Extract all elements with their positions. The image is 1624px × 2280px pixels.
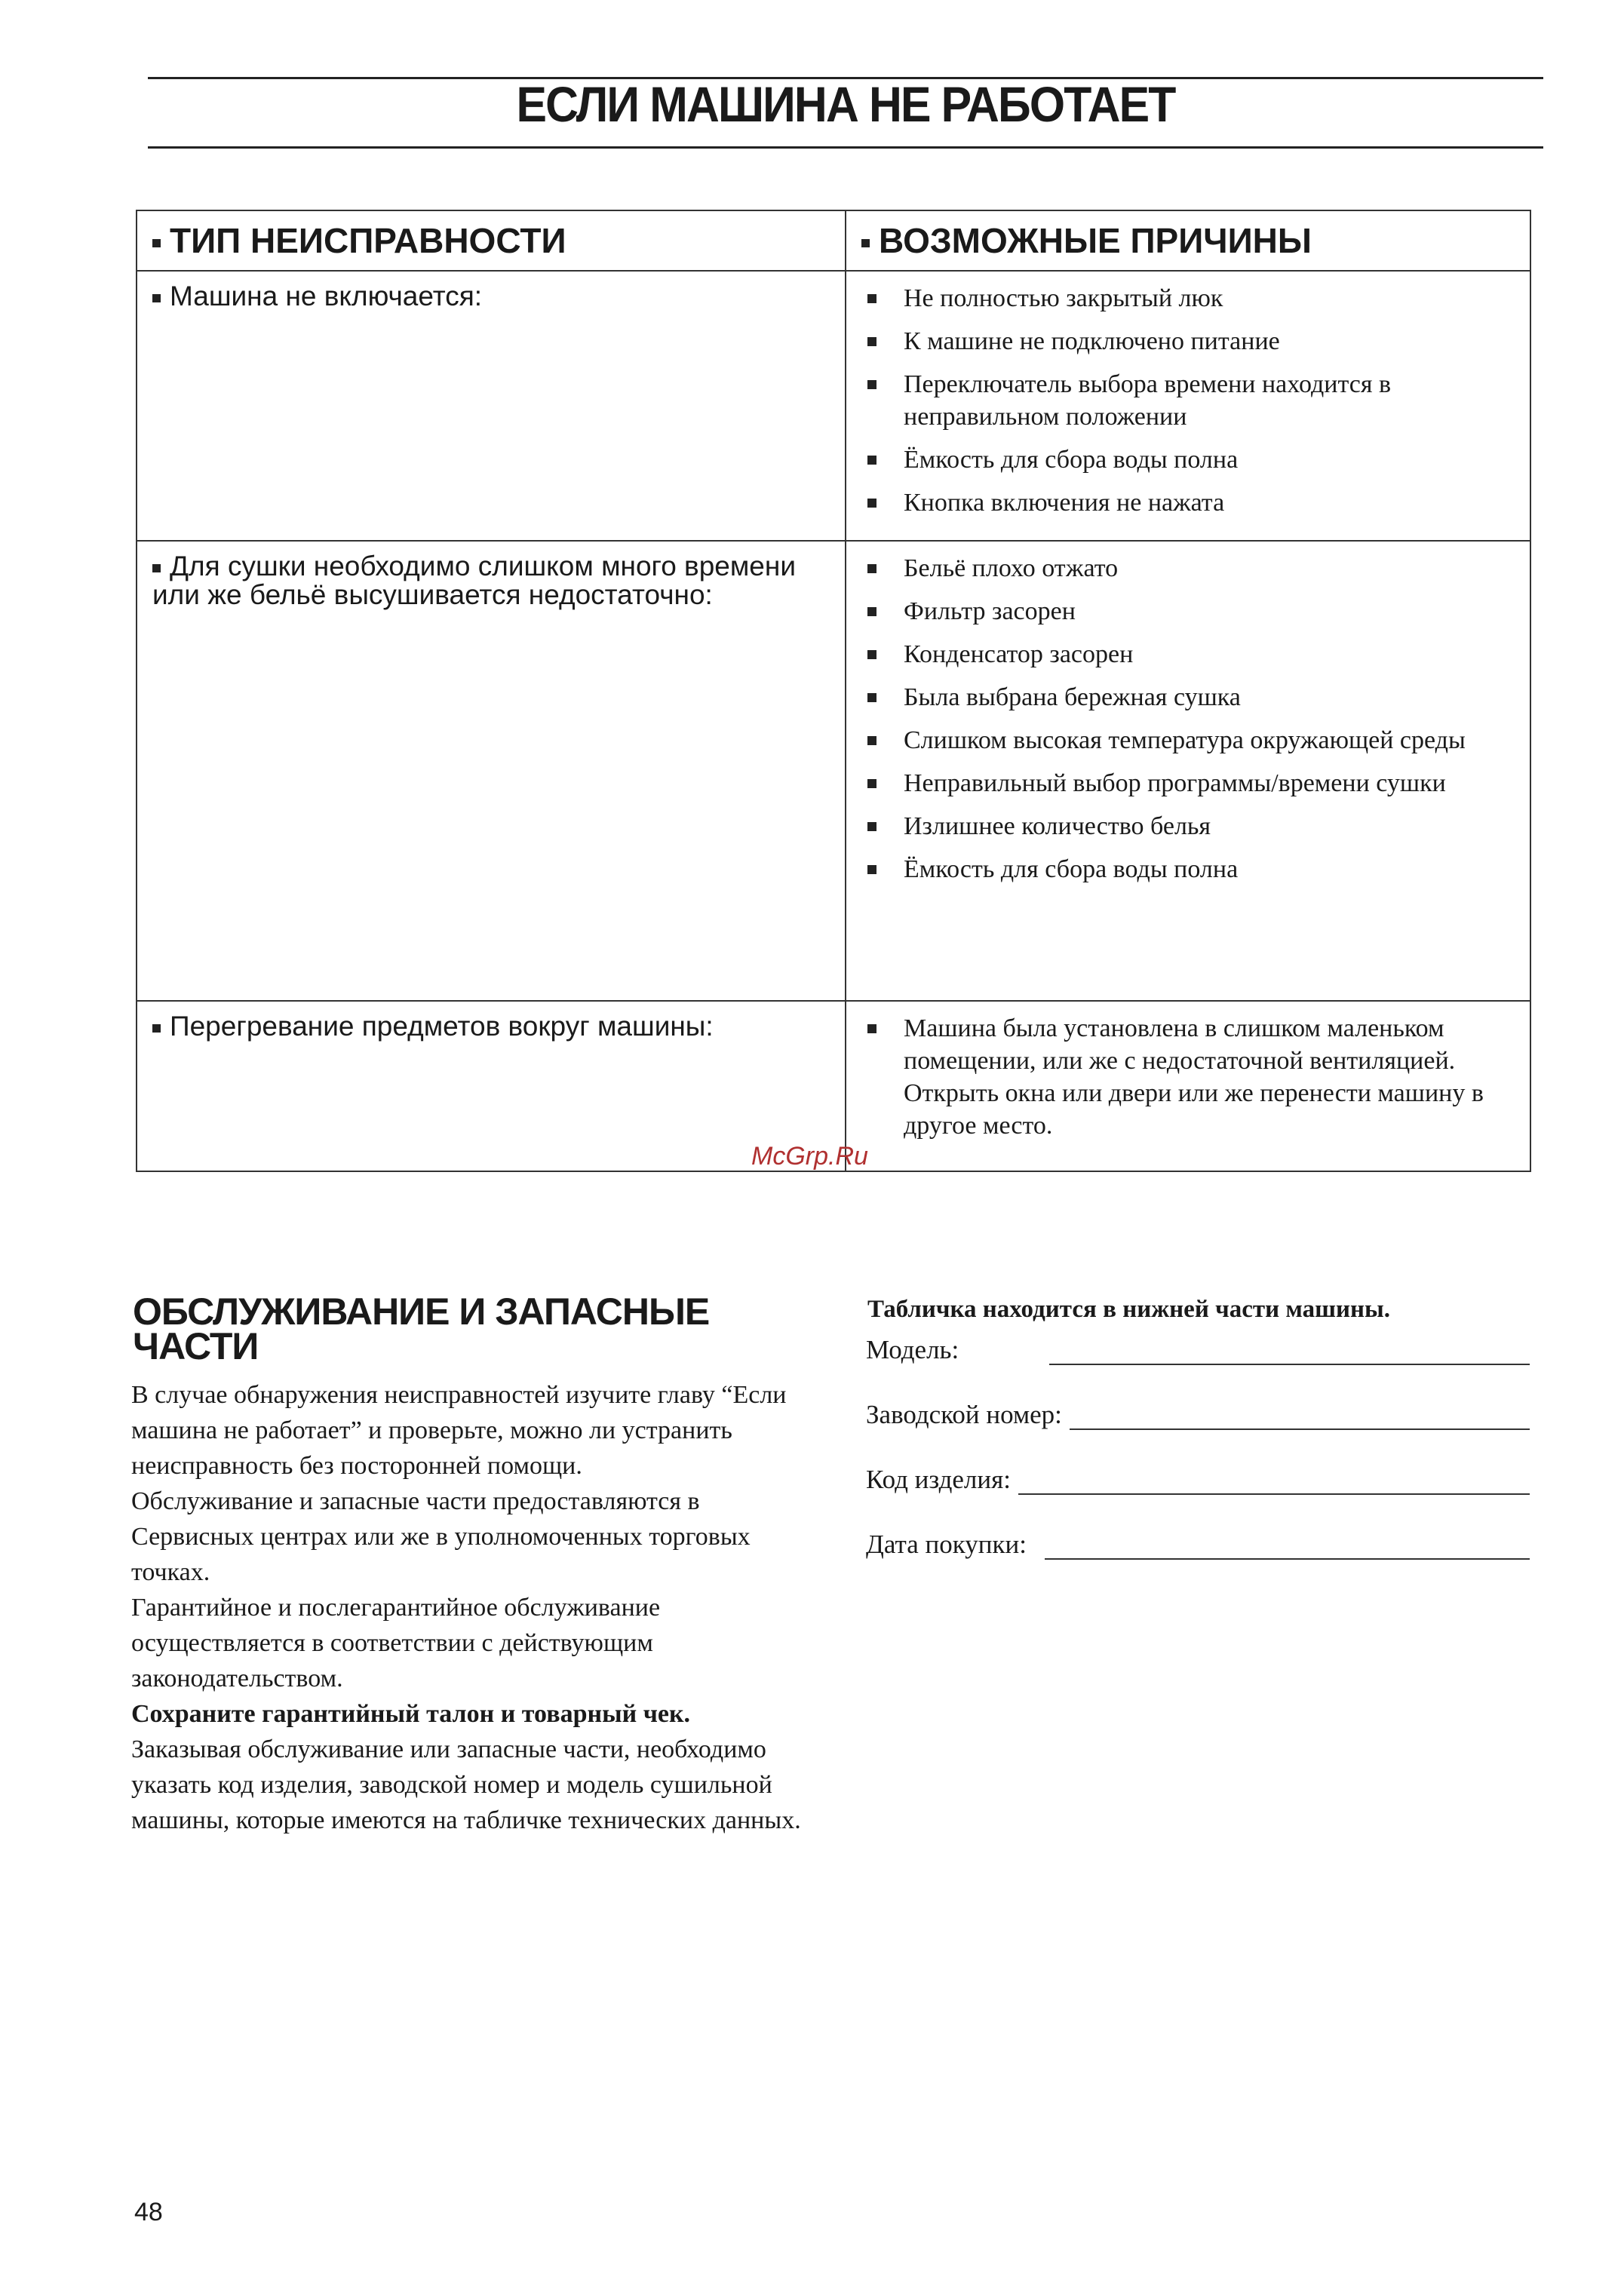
service-section-title: ОБСЛУЖИВАНИЕ И ЗАПАСНЫЕ ЧАСТИ: [133, 1290, 710, 1367]
bullet-icon: [152, 239, 161, 247]
bullet-icon: [152, 1024, 161, 1033]
model-input-line[interactable]: [1049, 1341, 1530, 1365]
plate-location-note: Табличка находится в нижней части машины.: [867, 1296, 1390, 1323]
service-paragraph: Заказывая обслуживание или запасные части, необходимо указать код изделия, заводской номер и модель сушильной машины, которые имеются на табличке технических данных.: [131, 1735, 801, 1834]
cause-item: Не полностью закрытый люк: [861, 282, 1515, 315]
serial-label: Заводской номер:: [866, 1400, 1062, 1429]
cause-item: Переключатель выбора времени находится в неправильном положении: [861, 368, 1515, 433]
page-title: ЕСЛИ МАШИНА НЕ РАБОТАЕТ: [516, 76, 1175, 132]
bullet-icon: [152, 564, 161, 572]
date-label: Дата покупки:: [866, 1530, 1027, 1559]
service-body: [131, 1377, 810, 1838]
title-rule-bottom: [148, 146, 1543, 149]
cause-item: Бельё плохо отжато: [861, 552, 1515, 585]
cause-item: К машине не подключено питание: [861, 325, 1515, 357]
code-field: [866, 1465, 1530, 1495]
model-field: [866, 1335, 1530, 1365]
cause-item: Неправильный выбор программы/времени сушки: [861, 767, 1515, 799]
fault-cell: Машина не включается:: [137, 272, 846, 540]
cause-item: Конденсатор засорен: [861, 638, 1515, 670]
cause-item: Слишком высокая температура окружающей среды: [861, 724, 1515, 756]
service-paragraph: Обслуживание и запасные части предоставляются в Сервисных центрах или же в уполномоченных торговых точках.: [131, 1487, 751, 1586]
causes-cell: [846, 272, 1530, 540]
page-number: 48: [134, 2198, 163, 2226]
cause-item: Излишнее количество белья: [861, 810, 1515, 842]
cause-item: Фильтр засорен: [861, 595, 1515, 628]
cause-item: Машина была установлена в слишком маленьком помещении, или же с недостаточной вентиляцией. Открыть окна или двери или же перенести машину в другое место.: [861, 1012, 1515, 1142]
troubleshooting-table: [136, 210, 1531, 1172]
watermark: McGrp.Ru: [751, 1142, 868, 1171]
header-fault-type: ТИП НЕИСПРАВНОСТИ: [137, 211, 846, 270]
causes-cell: [846, 1002, 1530, 1171]
table-row: [137, 270, 1530, 540]
header-possible-causes: ВОЗМОЖНЫЕ ПРИЧИНЫ: [846, 211, 1530, 270]
fault-cell: Перегревание предметов вокруг машины:: [137, 1002, 846, 1171]
serial-input-line[interactable]: [1070, 1406, 1530, 1430]
table-header-row: [137, 211, 1530, 270]
bullet-icon: [152, 294, 161, 302]
bullet-icon: [861, 239, 870, 247]
date-field: [866, 1530, 1530, 1560]
date-input-line[interactable]: [1045, 1536, 1530, 1560]
warranty-note: Сохраните гарантийный талон и товарный чек.: [131, 1700, 691, 1728]
cause-item: Ёмкость для сбора воды полна: [861, 853, 1515, 885]
cause-item: Ёмкость для сбора воды полна: [861, 443, 1515, 476]
service-paragraph: Гарантийное и послегарантийное обслуживание осуществляется в соответствии с действующим законодательством.: [131, 1594, 661, 1692]
causes-cell: [846, 542, 1530, 1000]
serial-field: [866, 1400, 1530, 1430]
table-row: [137, 540, 1530, 1000]
cause-item: Была выбрана бережная сушка: [861, 681, 1515, 713]
fault-cell: Для сушки необходимо слишком много времени или же бельё высушивается недостаточно:: [137, 542, 846, 1000]
code-label: Код изделия:: [866, 1465, 1011, 1494]
cause-item: Кнопка включения не нажата: [861, 486, 1515, 519]
model-label: Модель:: [866, 1335, 959, 1364]
code-input-line[interactable]: [1018, 1471, 1530, 1495]
service-paragraph: В случае обнаружения неисправностей изучите главу “Если машина не работает” и проверьте, можно ли устранить неисправность без посторонней помощи.: [131, 1381, 787, 1480]
